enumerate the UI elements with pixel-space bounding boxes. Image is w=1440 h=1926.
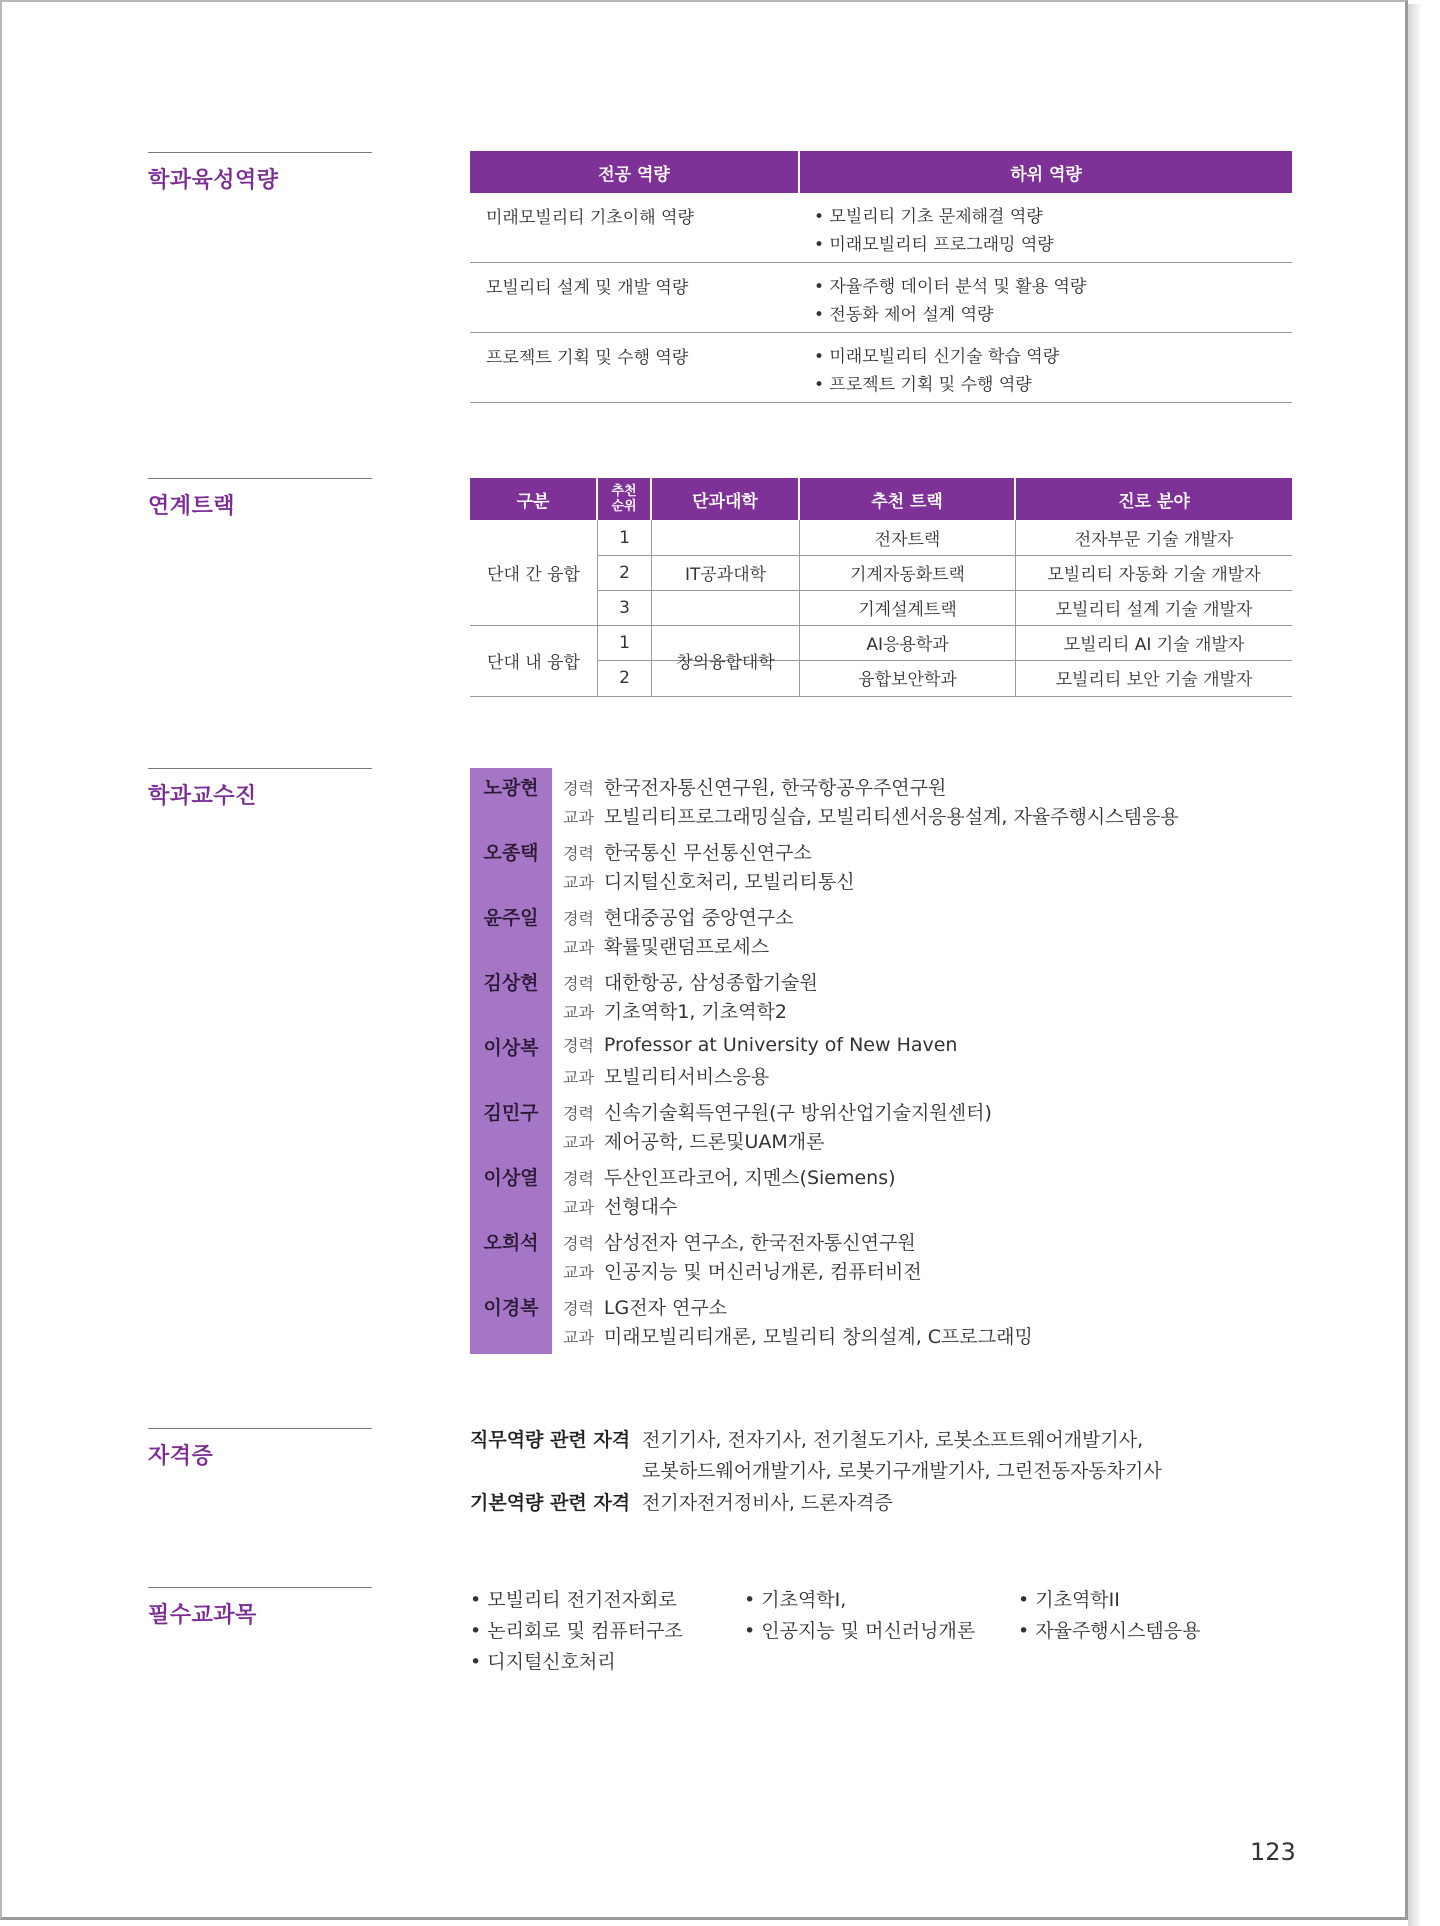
track-career: 모빌리티 보안 기술 개발자 xyxy=(1055,670,1253,690)
faculty-career: Professor at University of New Haven xyxy=(603,1034,958,1056)
faculty-career-line xyxy=(563,773,946,800)
faculty-course-line xyxy=(563,1062,769,1089)
section-heading-track: 연계트랙 xyxy=(148,478,372,520)
section-heading-competency: 학과육성역량 xyxy=(148,152,372,194)
faculty-courses: 확률및랜덤프로세스 xyxy=(603,936,770,958)
faculty-course-line xyxy=(563,932,769,959)
faculty-career: 한국전자통신연구원, 한국항공우주연구원 xyxy=(603,777,947,799)
header-rank-line1: 추천 xyxy=(611,484,637,499)
faculty-courses: 모빌리티서비스응용 xyxy=(603,1066,770,1088)
faculty-name: 이상열 xyxy=(483,1167,539,1189)
faculty-career-line xyxy=(563,903,794,930)
career-tag: 경력 xyxy=(563,1234,594,1253)
career-tag: 경력 xyxy=(563,1036,594,1055)
header-rank-line2: 순위 xyxy=(611,499,637,514)
track-career: 모빌리티 AI 기술 개발자 xyxy=(1063,635,1245,655)
track-rank: 1 xyxy=(619,632,630,653)
required-course: • 기초역학I, xyxy=(744,1589,847,1611)
track-college: IT공과대학 xyxy=(684,565,767,585)
faculty-career: 현대중공업 중앙연구소 xyxy=(603,907,794,929)
track-name: 전자트랙 xyxy=(874,530,941,550)
faculty-career: 삼성전자 연구소, 한국전자통신연구원 xyxy=(603,1232,916,1254)
track-career: 모빌리티 설계 기술 개발자 xyxy=(1055,600,1253,620)
header-category: 구분 xyxy=(470,478,596,520)
faculty-name: 김상현 xyxy=(483,972,539,994)
sub-competency: • 전동화 제어 설계 역량 xyxy=(814,305,994,325)
track-career: 모빌리티 자동화 기술 개발자 xyxy=(1047,565,1261,585)
faculty-career-line xyxy=(563,1033,957,1056)
faculty-name: 이상복 xyxy=(483,1037,539,1059)
sub-competency: • 프로젝트 기획 및 수행 역량 xyxy=(814,375,1032,395)
course-tag: 교과 xyxy=(563,1263,594,1282)
faculty-courses: 미래모빌리티개론, 모빌리티 창의설계, C프로그래밍 xyxy=(603,1326,1033,1348)
faculty-name: 이경복 xyxy=(483,1297,539,1319)
major-competency: 모빌리티 설계 및 개발 역량 xyxy=(486,278,689,298)
sub-competency-list xyxy=(814,203,1054,259)
faculty-name: 윤주일 xyxy=(483,907,539,929)
faculty-name: 노광현 xyxy=(483,777,539,799)
faculty-course-line xyxy=(563,1257,922,1284)
course-tag: 교과 xyxy=(563,1068,594,1087)
track-name: 융합보안학과 xyxy=(858,670,957,690)
faculty-course-line xyxy=(563,1322,1033,1349)
table-row xyxy=(470,193,1292,263)
required-course: • 기초역학II xyxy=(1018,1589,1120,1611)
job-cert-label: 직무역량 관련 자격 xyxy=(470,1429,631,1451)
course-tag: 교과 xyxy=(563,1328,594,1347)
track-rank: 3 xyxy=(619,597,630,618)
major-competency: 미래모빌리티 기초이해 역량 xyxy=(486,208,694,228)
course-tag: 교과 xyxy=(563,1198,594,1217)
career-tag: 경력 xyxy=(563,974,594,993)
header-sub-competency: 하위 역량 xyxy=(800,151,1292,193)
required-course: • 자율주행시스템응용 xyxy=(1018,1620,1201,1642)
track-name: 기계자동화트랙 xyxy=(850,565,965,585)
course-tag: 교과 xyxy=(563,1133,594,1152)
course-tag: 교과 xyxy=(563,808,594,827)
basic-cert-text: 전기자전거정비사, 드론자격증 xyxy=(642,1492,893,1514)
required-course: • 논리회로 및 컴퓨터구조 xyxy=(470,1620,683,1642)
faculty-course-line xyxy=(563,1127,825,1154)
faculty-course-line xyxy=(563,867,855,894)
faculty-course-line xyxy=(563,802,1179,829)
required-course: • 디지털신호처리 xyxy=(470,1651,616,1673)
table-row xyxy=(470,263,1292,333)
track-body xyxy=(470,520,1292,697)
sub-competency: • 모빌리티 기초 문제해결 역량 xyxy=(814,207,1043,227)
required-course: • 인공지능 및 머신러닝개론 xyxy=(744,1620,976,1642)
table-row xyxy=(470,333,1292,403)
faculty-career: 신속기술획득연구원(구 방위산업기술지원센터) xyxy=(603,1102,992,1124)
faculty-course-line xyxy=(563,997,787,1024)
faculty-name: 오희석 xyxy=(483,1232,539,1254)
faculty-courses: 제어공학, 드론및UAM개론 xyxy=(603,1131,825,1153)
sub-competency-list xyxy=(814,273,1086,329)
track-name: AI응용학과 xyxy=(866,635,949,655)
faculty-career-line xyxy=(563,968,818,995)
section-heading-required-courses: 필수교과목 xyxy=(148,1587,372,1629)
course-tag: 교과 xyxy=(563,1003,594,1022)
header-college: 단과대학 xyxy=(652,478,798,520)
faculty-career-line xyxy=(563,1163,896,1190)
faculty-career: 대한항공, 삼성종합기술원 xyxy=(603,972,818,994)
track-college: 창의융합대학 xyxy=(676,653,775,673)
faculty-career-line xyxy=(563,1293,727,1320)
faculty-career: 한국통신 무선통신연구소 xyxy=(603,842,812,864)
faculty-courses: 인공지능 및 머신러닝개론, 컴퓨터비전 xyxy=(603,1261,922,1283)
header-career: 진로 분야 xyxy=(1016,478,1292,520)
faculty-career-line xyxy=(563,838,812,865)
faculty-career-line xyxy=(563,1098,992,1125)
basic-cert-label: 기본역량 관련 자격 xyxy=(470,1492,631,1514)
track-category: 단대 간 융합 xyxy=(487,565,580,585)
career-tag: 경력 xyxy=(563,1299,594,1318)
sub-competency-list xyxy=(814,343,1059,399)
sub-competency: • 미래모빌리티 신기술 학습 역량 xyxy=(814,347,1060,367)
faculty-courses: 기초역학1, 기초역학2 xyxy=(603,1001,788,1023)
track-category: 단대 내 융합 xyxy=(487,653,580,673)
faculty-courses: 모빌리티프로그래밍실습, 모빌리티센서응용설계, 자율주행시스템응용 xyxy=(603,806,1179,828)
page-number: 123 xyxy=(1250,1838,1296,1866)
job-cert-text: 전기기사, 전자기사, 전기철도기사, 로봇소프트웨어개발기사, xyxy=(642,1429,1144,1451)
track-rank: 2 xyxy=(619,667,630,688)
required-course: • 모빌리티 전기전자회로 xyxy=(470,1589,677,1611)
faculty-courses: 디지털신호처리, 모빌리티통신 xyxy=(603,871,855,893)
section-heading-faculty: 학과교수진 xyxy=(148,768,372,810)
track-rank: 2 xyxy=(619,562,630,583)
faculty-courses: 선형대수 xyxy=(603,1196,678,1218)
faculty-name: 오종택 xyxy=(483,842,539,864)
career-tag: 경력 xyxy=(563,844,594,863)
major-competency: 프로젝트 기획 및 수행 역량 xyxy=(486,348,689,368)
track-rank: 1 xyxy=(619,527,630,548)
sub-competency: • 자율주행 데이터 분석 및 활용 역량 xyxy=(814,277,1087,297)
header-rank xyxy=(598,478,650,520)
faculty-career: LG전자 연구소 xyxy=(603,1297,728,1319)
track-career: 전자부문 기술 개발자 xyxy=(1074,530,1234,550)
career-tag: 경력 xyxy=(563,779,594,798)
competency-table xyxy=(470,151,1292,403)
career-tag: 경력 xyxy=(563,1169,594,1188)
course-tag: 교과 xyxy=(563,938,594,957)
career-tag: 경력 xyxy=(563,1104,594,1123)
sub-competency: • 미래모빌리티 프로그래밍 역량 xyxy=(814,235,1054,255)
faculty-name: 김민구 xyxy=(483,1102,539,1124)
page-edge-shadow xyxy=(1408,4,1422,1926)
header-major-competency: 전공 역량 xyxy=(470,151,798,193)
faculty-career: 두산인프라코어, 지멘스(Siemens) xyxy=(603,1167,896,1189)
track-name: 기계설계트랙 xyxy=(858,600,957,620)
faculty-career-line xyxy=(563,1228,916,1255)
faculty-course-line xyxy=(563,1192,677,1219)
course-tag: 교과 xyxy=(563,873,594,892)
career-tag: 경력 xyxy=(563,909,594,928)
job-cert-text: 로봇하드웨어개발기사, 로봇기구개발기사, 그린전동자동차기사 xyxy=(642,1460,1162,1482)
track-table xyxy=(470,478,1292,696)
section-heading-certificates: 자격증 xyxy=(148,1428,372,1470)
header-track: 추천 트랙 xyxy=(800,478,1014,520)
